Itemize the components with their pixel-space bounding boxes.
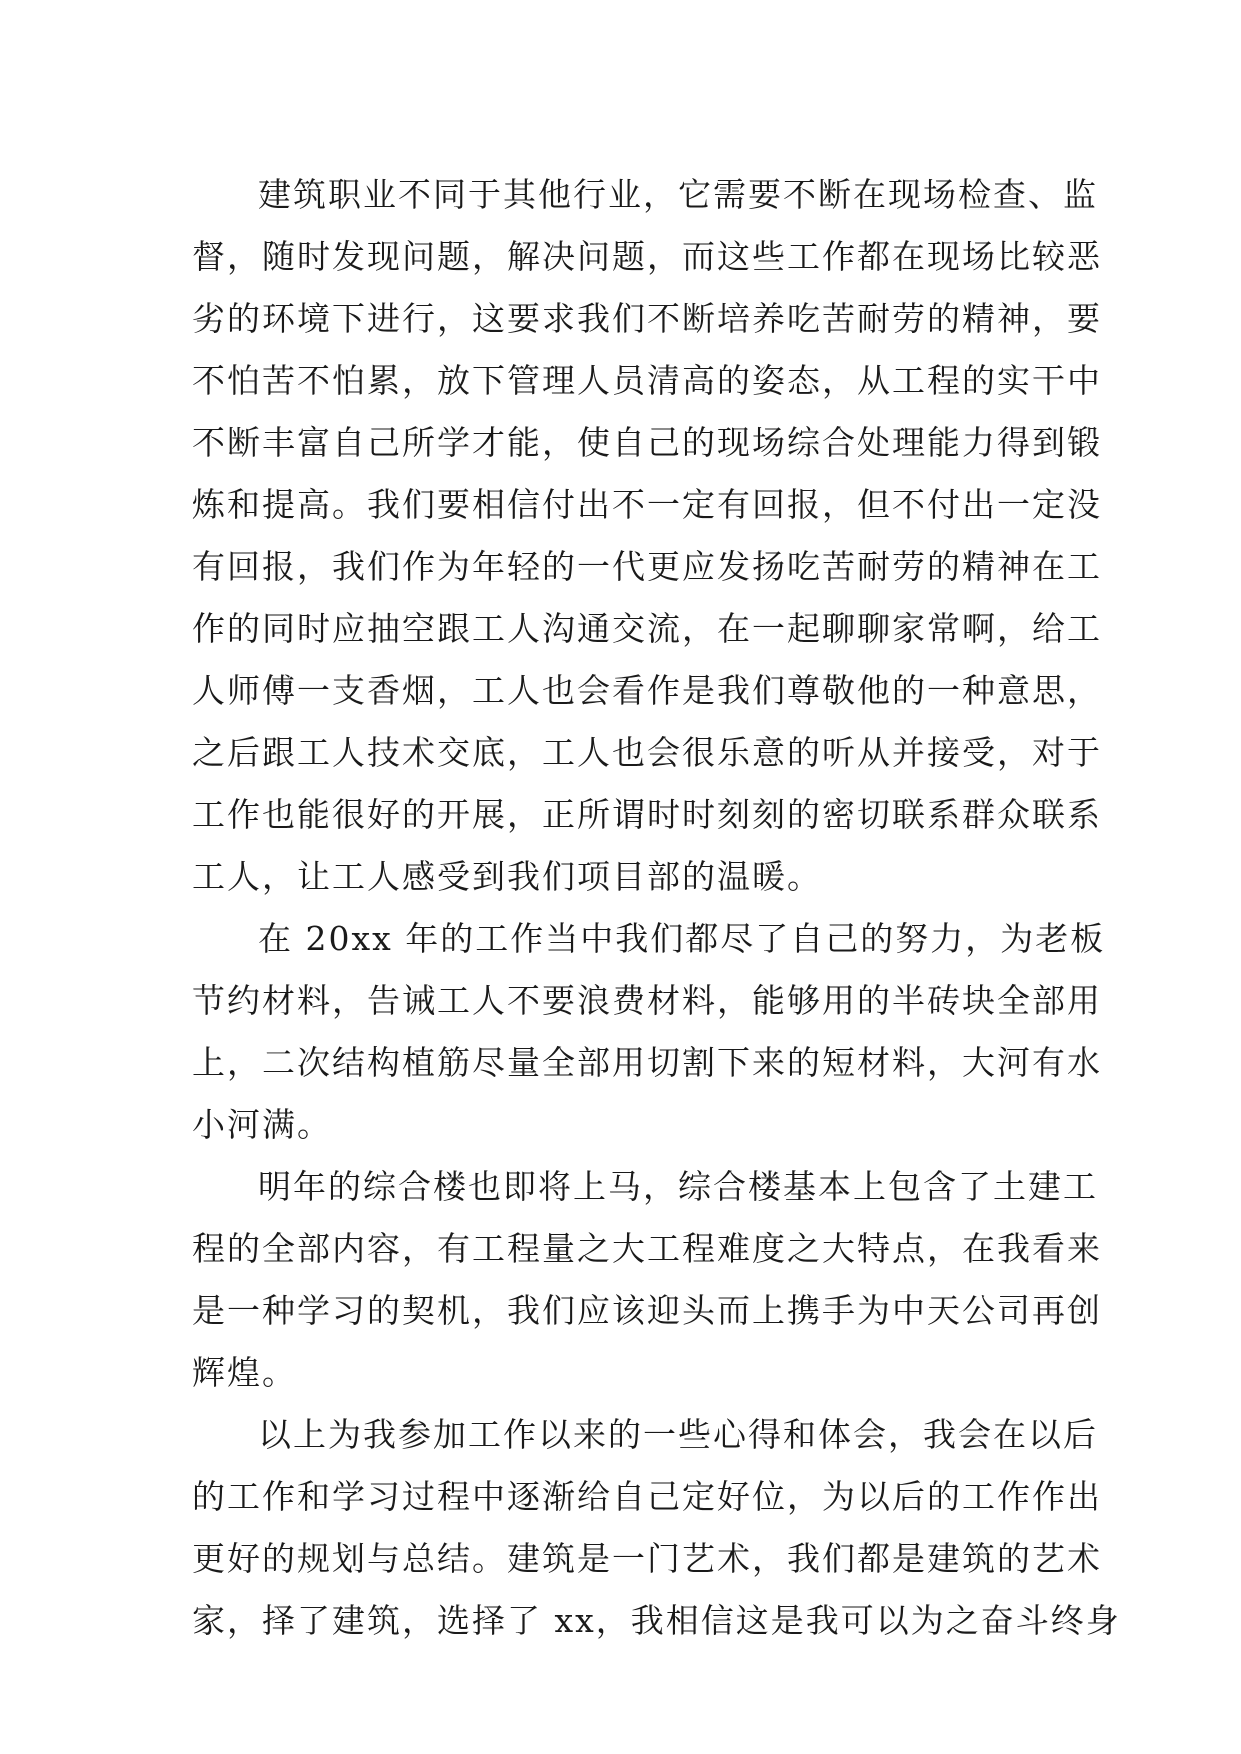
paragraph-line: 辉煌。	[192, 1353, 297, 1392]
paragraph-line: 家，择了建筑，选择了 xx，我相信这是我可以为之奋斗终身	[192, 1601, 1121, 1640]
paragraph-line: 作的同时应抽空跟工人沟通交流，在一起聊聊家常啊，给工	[192, 609, 1102, 648]
paragraph-line: 在 20xx 年的工作当中我们都尽了自己的努力，为老板	[258, 919, 1106, 958]
paragraph-line: 有回报，我们作为年轻的一代更应发扬吃苦耐劳的精神在工	[192, 547, 1102, 586]
paragraph-line: 人师傅一支香烟，工人也会看作是我们尊敬他的一种意思，	[192, 671, 1102, 710]
paragraph-line: 督，随时发现问题，解决问题，而这些工作都在现场比较恶	[192, 237, 1102, 276]
paragraph-line: 以上为我参加工作以来的一些心得和体会，我会在以后	[258, 1415, 1098, 1454]
paragraph-line: 工人，让工人感受到我们项目部的温暖。	[192, 857, 822, 896]
paragraph-line: 上，二次结构植筋尽量全部用切割下来的短材料，大河有水	[192, 1043, 1102, 1082]
paragraph-line: 的工作和学习过程中逐渐给自己定好位，为以后的工作作出	[192, 1477, 1102, 1516]
paragraph-1	[192, 164, 1102, 908]
paragraph-line: 程的全部内容，有工程量之大工程难度之大特点，在我看来	[192, 1229, 1102, 1268]
paragraph-line: 小河满。	[192, 1105, 332, 1144]
paragraph-2	[192, 908, 1106, 1156]
paragraph-3	[192, 1156, 1102, 1404]
paragraph-line: 是一种学习的契机，我们应该迎头而上携手为中天公司再创	[192, 1291, 1102, 1330]
paragraph-line: 工作也能很好的开展，正所谓时时刻刻的密切联系群众联系	[192, 795, 1102, 834]
paragraph-line: 明年的综合楼也即将上马，综合楼基本上包含了土建工	[258, 1167, 1098, 1206]
paragraph-line: 更好的规划与总结。建筑是一门艺术，我们都是建筑的艺术	[192, 1539, 1102, 1578]
paragraph-line: 炼和提高。我们要相信付出不一定有回报，但不付出一定没	[192, 485, 1102, 524]
paragraph-line: 之后跟工人技术交底，工人也会很乐意的听从并接受，对于	[192, 733, 1102, 772]
paragraph-line: 不怕苦不怕累，放下管理人员清高的姿态，从工程的实干中	[192, 361, 1102, 400]
paragraph-line: 节约材料，告诫工人不要浪费材料，能够用的半砖块全部用	[192, 981, 1102, 1020]
document-body	[192, 164, 1121, 1652]
paragraph-line: 不断丰富自己所学才能，使自己的现场综合处理能力得到锻	[192, 423, 1102, 462]
paragraph-line: 建筑职业不同于其他行业，它需要不断在现场检查、监	[258, 175, 1098, 214]
paragraph-line: 劣的环境下进行，这要求我们不断培养吃苦耐劳的精神，要	[192, 299, 1102, 338]
paragraph-4	[192, 1404, 1121, 1652]
